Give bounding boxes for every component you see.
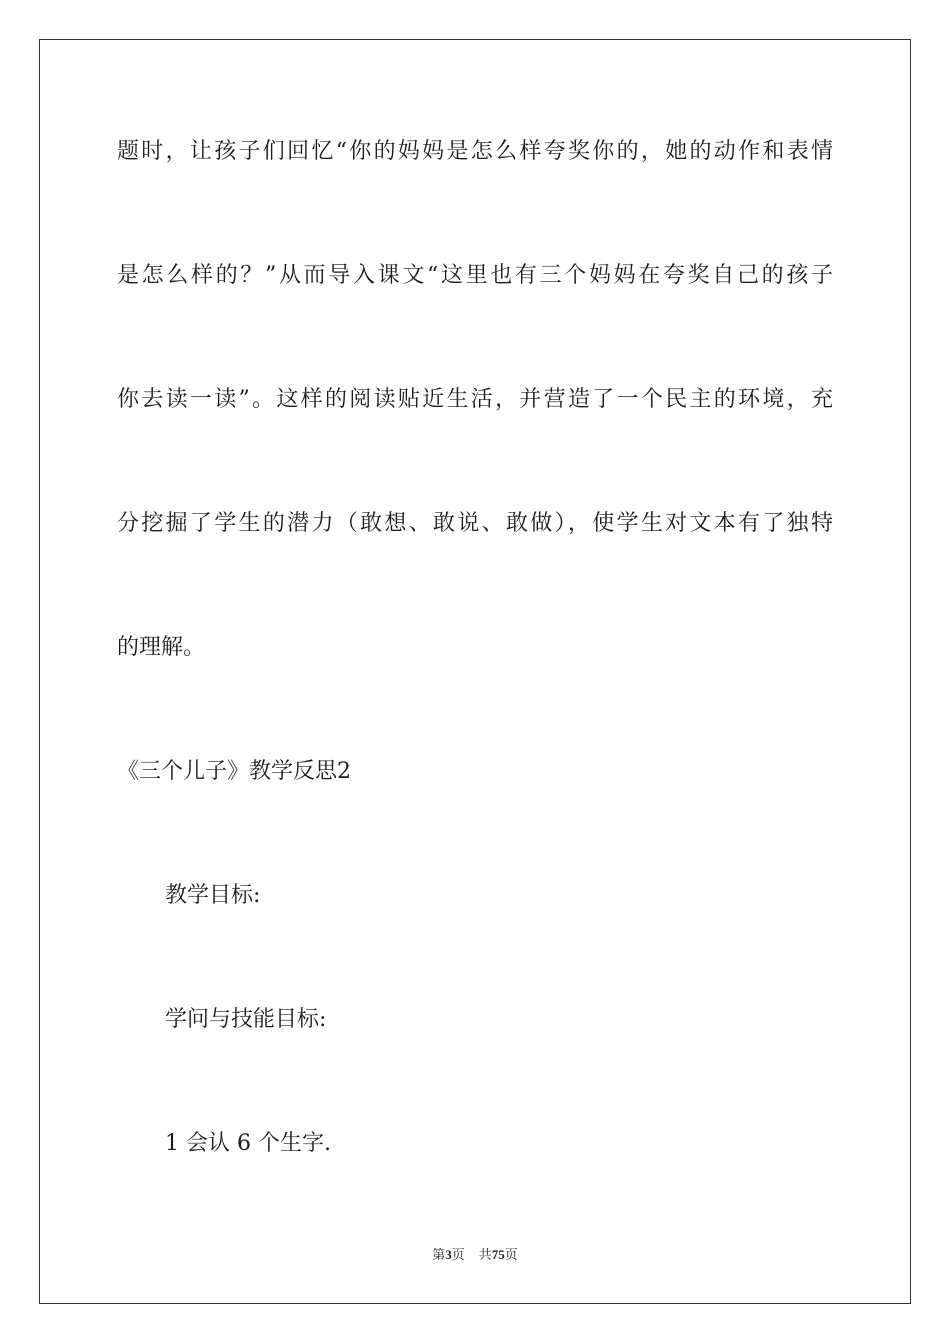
- footer-page-unit: 页: [451, 1248, 465, 1263]
- footer-page-prefix: 第: [432, 1248, 446, 1263]
- paragraph-line-2: 是怎么样的？”从而导入课文“这里也有三个妈妈在夸奖自己的孩子: [117, 263, 833, 288]
- goal-item-1: 1 会认 6 个生字.: [165, 1131, 331, 1156]
- page-border: [39, 39, 911, 1304]
- page-footer: [0, 1246, 950, 1265]
- paragraph-line-1: 题时，让孩子们回忆“你的妈妈是怎么样夸奖你的，她的动作和表情: [117, 139, 833, 164]
- footer-total-prefix: 共: [478, 1248, 492, 1263]
- paragraph-line-3: 你去读一读”。这样的阅读贴近生活，并营造了一个民主的环境，充: [117, 387, 833, 412]
- section-title: 《三个儿子》教学反思2: [117, 759, 351, 784]
- knowledge-skills-label: 学问与技能目标:: [165, 1007, 327, 1032]
- teaching-goals-label: 教学目标:: [165, 883, 261, 908]
- paragraph-line-4: 分挖掘了学生的潜力（敢想、敢说、敢做），使学生对文本有了独特: [117, 511, 833, 536]
- paragraph-line-5: 的理解。: [117, 635, 206, 660]
- footer-total-pages: 75: [491, 1247, 505, 1262]
- footer-total-unit: 页: [504, 1248, 518, 1263]
- footer-page-number: 3: [445, 1247, 452, 1262]
